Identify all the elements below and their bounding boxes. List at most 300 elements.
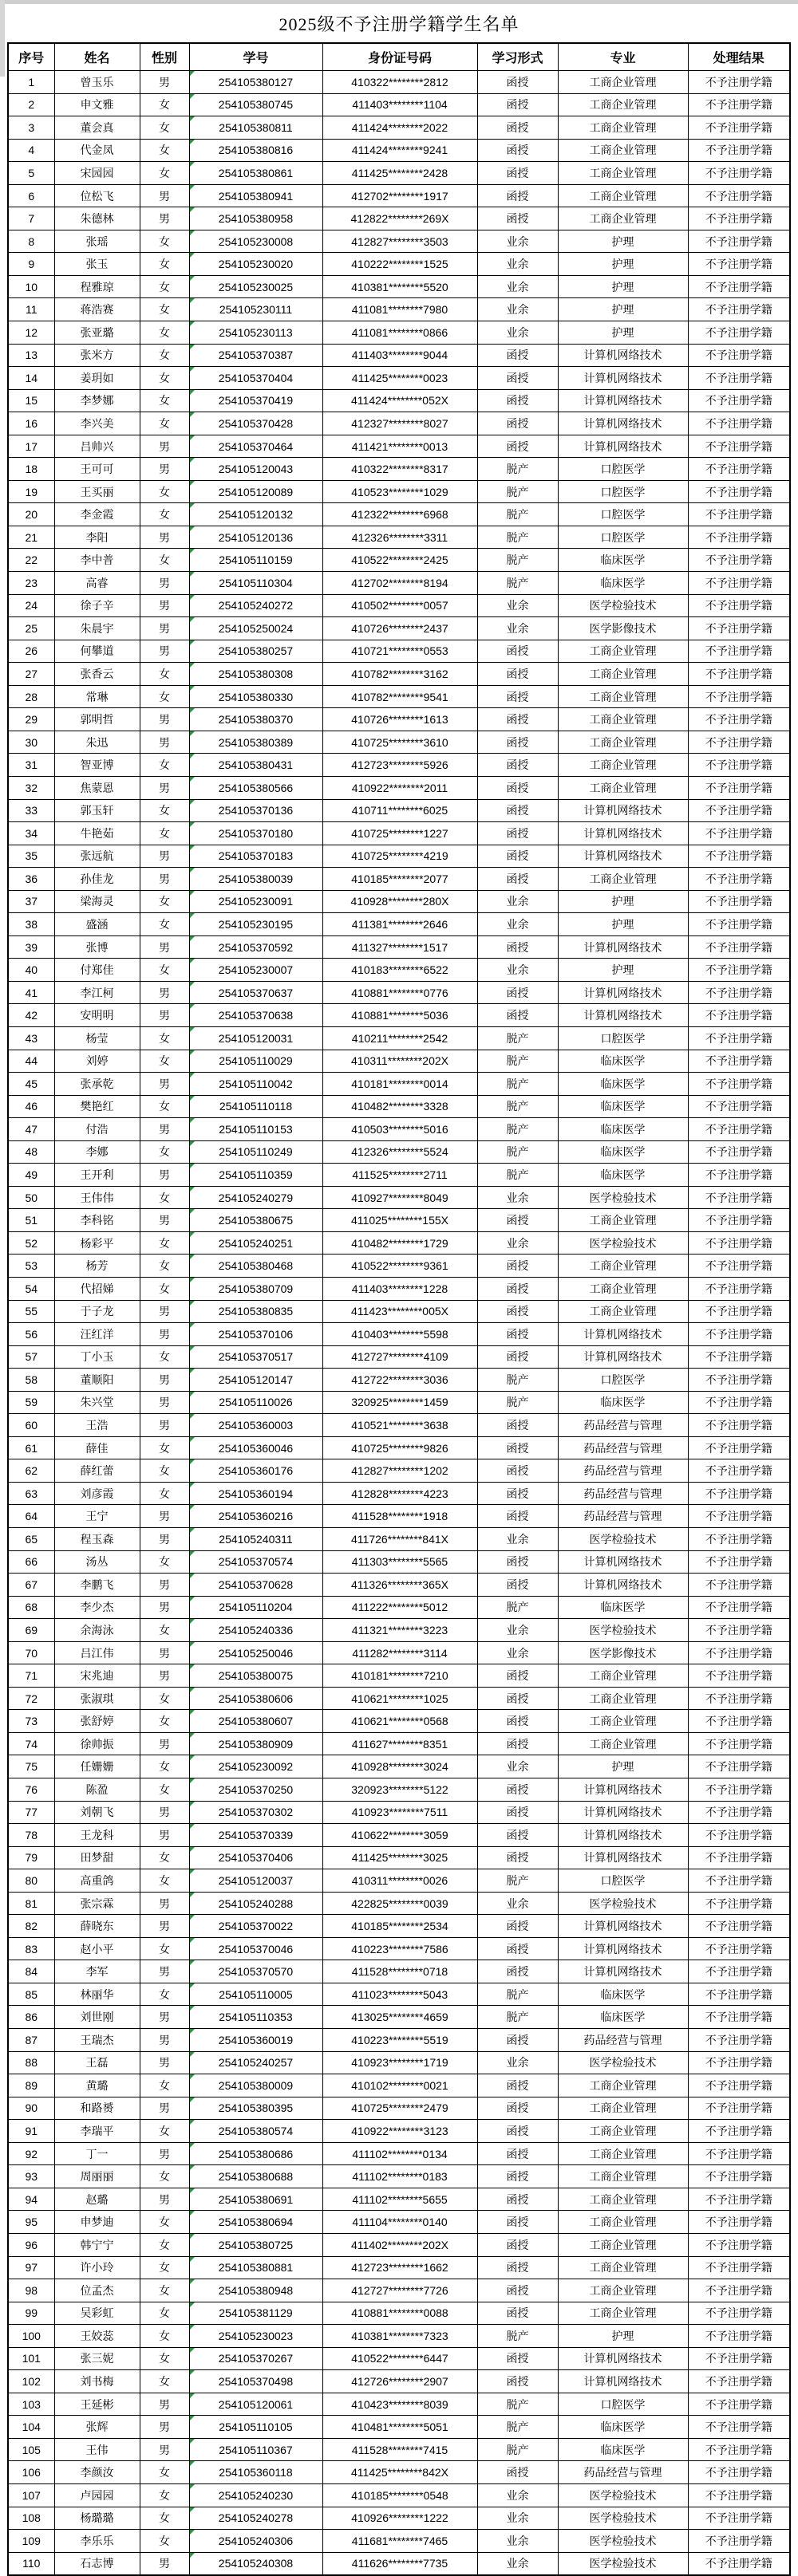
cell-student-id: 254105380686	[189, 2142, 322, 2165]
cell-study-form: 脱产	[477, 1369, 558, 1392]
cell-name: 董顺阳	[54, 1369, 140, 1392]
table-row	[8, 776, 790, 799]
cell-major: 计算机网络技术	[558, 1550, 688, 1574]
cell-result: 不予注册学籍	[688, 1892, 790, 1915]
cell-result: 不予注册学籍	[688, 2165, 790, 2188]
cell-name: 张淑琪	[54, 1687, 140, 1710]
cell-name: 王伟	[54, 2438, 140, 2461]
cell-student-id: 254105380835	[189, 1300, 322, 1323]
cell-student-id: 254105240278	[189, 2507, 322, 2530]
cell-student-id: 254105230113	[189, 321, 322, 345]
cell-major: 计算机网络技术	[558, 389, 688, 412]
cell-name: 梁海灵	[54, 890, 140, 913]
cell-result: 不予注册学籍	[688, 1505, 790, 1528]
cell-major: 医学检验技术	[558, 1186, 688, 1209]
cell-major: 工商企业管理	[558, 1664, 688, 1688]
cell-result: 不予注册学籍	[688, 754, 790, 777]
cell-name: 付浩	[54, 1118, 140, 1141]
cell-major: 工商企业管理	[558, 71, 688, 94]
green-triangle-marker	[190, 2393, 195, 2398]
cell-id-number: 411528********0718	[322, 1960, 477, 1983]
table-row	[8, 1550, 790, 1574]
cell-student-id: 254105370106	[189, 1323, 322, 1346]
cell-student-id: 254105230023	[189, 2325, 322, 2348]
cell-index: 71	[8, 1664, 54, 1688]
table-row	[8, 845, 790, 868]
green-triangle-marker	[190, 2120, 195, 2125]
cell-gender: 女	[140, 2279, 189, 2302]
cell-study-form: 函授	[477, 822, 558, 845]
cell-name: 张博	[54, 935, 140, 959]
cell-major: 医学检验技术	[558, 2552, 688, 2575]
cell-name: 朱晨宇	[54, 617, 140, 640]
cell-id-number: 411421********0013	[322, 435, 477, 458]
cell-id-number: 412723********1662	[322, 2256, 477, 2279]
green-triangle-marker	[190, 2416, 195, 2420]
cell-major: 工商企业管理	[558, 2142, 688, 2165]
green-triangle-marker	[190, 2461, 195, 2466]
table-row	[8, 594, 790, 617]
cell-student-id: 254105370404	[189, 367, 322, 390]
cell-gender: 女	[140, 93, 189, 116]
cell-name: 李梦娜	[54, 389, 140, 412]
cell-index: 7	[8, 207, 54, 230]
table-row	[8, 1369, 790, 1392]
cell-id-number: 320925********1459	[322, 1391, 477, 1414]
cell-index: 90	[8, 2097, 54, 2120]
cell-gender: 男	[140, 1505, 189, 1528]
green-triangle-marker	[190, 390, 195, 395]
cell-study-form: 脱产	[477, 1026, 558, 1050]
cell-name: 盛涵	[54, 913, 140, 936]
cell-study-form: 业余	[477, 298, 558, 321]
cell-gender: 女	[140, 162, 189, 185]
cell-name: 刘朝飞	[54, 1801, 140, 1824]
cell-id-number: 412726********2907	[322, 2370, 477, 2393]
cell-study-form: 函授	[477, 412, 558, 435]
cell-student-id: 254105240257	[189, 2051, 322, 2074]
cell-result: 不予注册学籍	[688, 913, 790, 936]
cell-id-number: 410185********0548	[322, 2483, 477, 2507]
cell-student-id: 254105360176	[189, 1459, 322, 1483]
cell-id-number: 410482********3328	[322, 1095, 477, 1118]
green-triangle-marker	[190, 1847, 195, 1852]
cell-name: 林丽华	[54, 1983, 140, 2006]
cell-student-id: 254105380881	[189, 2256, 322, 2279]
cell-id-number: 412702********1917	[322, 184, 477, 207]
cell-result: 不予注册学籍	[688, 1095, 790, 1118]
green-triangle-marker	[190, 1459, 195, 1464]
cell-study-form: 函授	[477, 435, 558, 458]
green-triangle-marker	[190, 1346, 195, 1351]
cell-study-form: 脱产	[477, 2438, 558, 2461]
cell-id-number: 411023********5043	[322, 1983, 477, 2006]
cell-name: 汤丛	[54, 1550, 140, 1574]
cell-result: 不予注册学籍	[688, 1801, 790, 1824]
cell-result: 不予注册学籍	[688, 2530, 790, 2553]
col-header-name: 姓名	[54, 43, 140, 71]
cell-student-id: 254105230025	[189, 275, 322, 298]
green-triangle-marker	[190, 1437, 195, 1442]
cell-name: 高重鸽	[54, 1869, 140, 1893]
cell-id-number: 410928********280X	[322, 890, 477, 913]
cell-name: 孙佳龙	[54, 868, 140, 891]
table-row	[8, 2211, 790, 2234]
cell-id-number: 410311********0026	[322, 1869, 477, 1893]
green-triangle-marker	[190, 2325, 195, 2330]
table-row	[8, 2552, 790, 2575]
table-row	[8, 1231, 790, 1255]
cell-gender: 男	[140, 868, 189, 891]
cell-id-number: 410102********0021	[322, 2074, 477, 2097]
cell-major: 工商企业管理	[558, 1687, 688, 1710]
cell-index: 83	[8, 1937, 54, 1960]
table-row	[8, 2074, 790, 2097]
cell-study-form: 函授	[477, 207, 558, 230]
cell-study-form: 脱产	[477, 458, 558, 481]
cell-result: 不予注册学籍	[688, 321, 790, 345]
cell-result: 不予注册学籍	[688, 2438, 790, 2461]
cell-student-id: 254105380675	[189, 1209, 322, 1232]
cell-id-number: 412727********7726	[322, 2279, 477, 2302]
cell-study-form: 函授	[477, 640, 558, 663]
green-triangle-marker	[190, 1915, 195, 1920]
green-triangle-marker	[190, 1824, 195, 1829]
cell-name: 张瑶	[54, 230, 140, 253]
cell-student-id: 254105370428	[189, 412, 322, 435]
green-triangle-marker	[190, 1597, 195, 1601]
green-triangle-marker	[190, 71, 195, 76]
cell-id-number: 411403********9044	[322, 344, 477, 367]
green-triangle-marker	[190, 1414, 195, 1419]
cell-id-number: 411424********9241	[322, 139, 477, 162]
cell-study-form: 函授	[477, 93, 558, 116]
table-row	[8, 412, 790, 435]
cell-result: 不予注册学籍	[688, 1186, 790, 1209]
cell-id-number: 410725********1227	[322, 822, 477, 845]
cell-student-id: 254105120061	[189, 2393, 322, 2416]
table-row	[8, 2347, 790, 2370]
cell-study-form: 函授	[477, 1323, 558, 1346]
cell-index: 55	[8, 1300, 54, 1323]
cell-id-number: 410726********1613	[322, 708, 477, 731]
cell-result: 不予注册学籍	[688, 1414, 790, 1437]
green-triangle-marker	[190, 345, 195, 349]
cell-result: 不予注册学籍	[688, 663, 790, 686]
cell-study-form: 函授	[477, 2029, 558, 2052]
table-row	[8, 93, 790, 116]
green-triangle-marker	[190, 663, 195, 668]
cell-study-form: 函授	[477, 116, 558, 140]
cell-result: 不予注册学籍	[688, 162, 790, 185]
table-row	[8, 2507, 790, 2530]
green-triangle-marker	[190, 2530, 195, 2535]
table-row	[8, 981, 790, 1004]
cell-name: 刘世刚	[54, 2006, 140, 2029]
green-triangle-marker	[190, 2211, 195, 2216]
cell-student-id: 254105110204	[189, 1596, 322, 1619]
cell-major: 计算机网络技术	[558, 344, 688, 367]
green-triangle-marker	[190, 1278, 195, 1282]
cell-result: 不予注册学籍	[688, 1140, 790, 1164]
cell-study-form: 函授	[477, 2097, 558, 2120]
table-row	[8, 935, 790, 959]
cell-name: 石志博	[54, 2552, 140, 2575]
cell-name: 赵璐	[54, 2188, 140, 2211]
table-row	[8, 480, 790, 503]
cell-study-form: 业余	[477, 230, 558, 253]
cell-name: 王龙科	[54, 1824, 140, 1847]
cell-index: 103	[8, 2393, 54, 2416]
cell-gender: 男	[140, 1892, 189, 1915]
cell-student-id: 254105370183	[189, 845, 322, 868]
table-row	[8, 1846, 790, 1869]
cell-id-number: 410926********1222	[322, 2507, 477, 2530]
page-side-strip	[0, 0, 5, 77]
cell-major: 计算机网络技术	[558, 935, 688, 959]
cell-result: 不予注册学籍	[688, 93, 790, 116]
cell-gender: 女	[140, 1095, 189, 1118]
cell-major: 计算机网络技术	[558, 1824, 688, 1847]
green-triangle-marker	[190, 845, 195, 850]
cell-id-number: 411081********0866	[322, 321, 477, 345]
cell-index: 76	[8, 1778, 54, 1802]
green-triangle-marker	[190, 822, 195, 827]
cell-name: 赵小平	[54, 1937, 140, 1960]
cell-id-number: 410725********2479	[322, 2097, 477, 2120]
cell-result: 不予注册学籍	[688, 845, 790, 868]
cell-major: 医学影像技术	[558, 1641, 688, 1664]
cell-student-id: 254105360216	[189, 1505, 322, 1528]
cell-index: 10	[8, 275, 54, 298]
green-triangle-marker	[190, 1802, 195, 1806]
cell-major: 工商企业管理	[558, 776, 688, 799]
cell-study-form: 函授	[477, 2370, 558, 2393]
cell-name: 智亚博	[54, 754, 140, 777]
cell-id-number: 410711********6025	[322, 799, 477, 822]
cell-index: 102	[8, 2370, 54, 2393]
cell-study-form: 函授	[477, 184, 558, 207]
cell-id-number: 412702********8194	[322, 572, 477, 595]
cell-id-number: 410923********7511	[322, 1801, 477, 1824]
cell-major: 护理	[558, 275, 688, 298]
cell-major: 临床医学	[558, 1596, 688, 1619]
green-triangle-marker	[190, 526, 195, 531]
cell-id-number: 410881********5036	[322, 1004, 477, 1027]
cell-study-form: 函授	[477, 1664, 558, 1688]
cell-result: 不予注册学籍	[688, 2051, 790, 2074]
cell-index: 67	[8, 1574, 54, 1597]
cell-study-form: 业余	[477, 321, 558, 345]
cell-index: 25	[8, 617, 54, 640]
cell-student-id: 254105240336	[189, 1619, 322, 1642]
cell-study-form: 脱产	[477, 526, 558, 549]
green-triangle-marker	[190, 1619, 195, 1624]
cell-id-number: 411102********0183	[322, 2165, 477, 2188]
table-row	[8, 1574, 790, 1597]
cell-name: 田梦甜	[54, 1846, 140, 1869]
cell-index: 53	[8, 1255, 54, 1278]
cell-id-number: 411327********1517	[322, 935, 477, 959]
cell-student-id: 254105370046	[189, 1937, 322, 1960]
green-triangle-marker	[190, 1004, 195, 1009]
cell-name: 薛红蕾	[54, 1459, 140, 1483]
cell-index: 1	[8, 71, 54, 94]
cell-major: 医学检验技术	[558, 1231, 688, 1255]
table-row	[8, 2416, 790, 2439]
cell-index: 34	[8, 822, 54, 845]
cell-id-number: 411626********7735	[322, 2552, 477, 2575]
cell-id-number: 411425********0023	[322, 367, 477, 390]
cell-result: 不予注册学籍	[688, 2393, 790, 2416]
cell-study-form: 函授	[477, 1436, 558, 1459]
cell-id-number: 410222********1525	[322, 253, 477, 276]
cell-gender: 男	[140, 2393, 189, 2416]
cell-result: 不予注册学籍	[688, 1004, 790, 1027]
green-triangle-marker	[190, 1232, 195, 1237]
cell-result: 不予注册学籍	[688, 617, 790, 640]
cell-study-form: 业余	[477, 913, 558, 936]
cell-gender: 男	[140, 1414, 189, 1437]
cell-index: 40	[8, 959, 54, 982]
cell-result: 不予注册学籍	[688, 1846, 790, 1869]
cell-id-number: 410322********8317	[322, 458, 477, 481]
cell-major: 口腔医学	[558, 1026, 688, 1050]
cell-student-id: 254105360046	[189, 1436, 322, 1459]
cell-gender: 女	[140, 2347, 189, 2370]
cell-major: 医学检验技术	[558, 1528, 688, 1551]
cell-name: 吕帅兴	[54, 435, 140, 458]
cell-major: 口腔医学	[558, 526, 688, 549]
cell-result: 不予注册学籍	[688, 2256, 790, 2279]
cell-index: 18	[8, 458, 54, 481]
cell-index: 41	[8, 981, 54, 1004]
cell-id-number: 410782********9541	[322, 685, 477, 708]
cell-id-number: 411627********8351	[322, 1732, 477, 1755]
cell-result: 不予注册学籍	[688, 207, 790, 230]
cell-gender: 男	[140, 435, 189, 458]
table-row	[8, 2188, 790, 2211]
cell-id-number: 412722********3036	[322, 1369, 477, 1392]
cell-study-form: 业余	[477, 2507, 558, 2530]
cell-study-form: 函授	[477, 1732, 558, 1755]
cell-id-number: 412727********4109	[322, 1345, 477, 1369]
cell-index: 87	[8, 2029, 54, 2052]
table-row	[8, 2097, 790, 2120]
green-triangle-marker	[190, 1187, 195, 1191]
cell-name: 刘婷	[54, 1050, 140, 1073]
cell-major: 计算机网络技术	[558, 1915, 688, 1938]
cell-study-form: 函授	[477, 1345, 558, 1369]
header-row	[8, 43, 790, 71]
cell-index: 38	[8, 913, 54, 936]
cell-index: 72	[8, 1687, 54, 1710]
cell-result: 不予注册学籍	[688, 139, 790, 162]
cell-name: 牛艳茹	[54, 822, 140, 845]
cell-major: 计算机网络技术	[558, 1801, 688, 1824]
cell-major: 口腔医学	[558, 2393, 688, 2416]
green-triangle-marker	[190, 2234, 195, 2239]
cell-index: 12	[8, 321, 54, 345]
cell-student-id: 254105380694	[189, 2211, 322, 2234]
cell-major: 药品经营与管理	[558, 2029, 688, 2052]
green-triangle-marker	[190, 2439, 195, 2444]
cell-index: 44	[8, 1050, 54, 1073]
cell-major: 药品经营与管理	[558, 2461, 688, 2484]
green-triangle-marker	[190, 640, 195, 645]
cell-study-form: 函授	[477, 2347, 558, 2370]
cell-gender: 男	[140, 1391, 189, 1414]
cell-major: 工商企业管理	[558, 1710, 688, 1733]
cell-gender: 男	[140, 526, 189, 549]
cell-result: 不予注册学籍	[688, 2074, 790, 2097]
cell-gender: 男	[140, 1960, 189, 1983]
cell-student-id: 254105120043	[189, 458, 322, 481]
green-triangle-marker	[190, 298, 195, 303]
green-triangle-marker	[190, 1778, 195, 1783]
cell-index: 64	[8, 1505, 54, 1528]
green-triangle-marker	[190, 2097, 195, 2102]
cell-gender: 女	[140, 1869, 189, 1893]
cell-student-id: 254105110026	[189, 1391, 322, 1414]
table-row	[8, 435, 790, 458]
cell-student-id: 254105370180	[189, 822, 322, 845]
cell-name: 常琳	[54, 685, 140, 708]
cell-index: 88	[8, 2051, 54, 2074]
cell-student-id: 254105360118	[189, 2461, 322, 2484]
cell-major: 口腔医学	[558, 458, 688, 481]
cell-id-number: 410181********7210	[322, 1664, 477, 1688]
table-row	[8, 526, 790, 549]
cell-name: 王延彬	[54, 2393, 140, 2416]
cell-gender: 女	[140, 1710, 189, 1733]
cell-gender: 女	[140, 344, 189, 367]
cell-gender: 男	[140, 2188, 189, 2211]
cell-gender: 女	[140, 1459, 189, 1483]
table-row	[8, 2256, 790, 2279]
cell-result: 不予注册学籍	[688, 230, 790, 253]
cell-student-id: 254105380075	[189, 1664, 322, 1688]
green-triangle-marker	[190, 1323, 195, 1328]
cell-major: 工商企业管理	[558, 685, 688, 708]
green-triangle-marker	[190, 367, 195, 372]
cell-result: 不予注册学籍	[688, 822, 790, 845]
cell-student-id: 254105370267	[189, 2347, 322, 2370]
cell-major: 计算机网络技术	[558, 1960, 688, 1983]
cell-result: 不予注册学籍	[688, 71, 790, 94]
cell-major: 计算机网络技术	[558, 1323, 688, 1346]
cell-major: 工商企业管理	[558, 2256, 688, 2279]
cell-major: 工商企业管理	[558, 2074, 688, 2097]
cell-id-number: 410223********7586	[322, 1937, 477, 1960]
table-row	[8, 1300, 790, 1323]
cell-id-number: 411222********5012	[322, 1596, 477, 1619]
cell-student-id: 254105370592	[189, 935, 322, 959]
cell-id-number: 410181********0014	[322, 1073, 477, 1096]
cell-study-form: 函授	[477, 2256, 558, 2279]
green-triangle-marker	[190, 1096, 195, 1101]
cell-student-id: 254105240279	[189, 1186, 322, 1209]
cell-name: 刘彦霞	[54, 1482, 140, 1505]
cell-result: 不予注册学籍	[688, 389, 790, 412]
cell-study-form: 函授	[477, 1209, 558, 1232]
cell-study-form: 脱产	[477, 2393, 558, 2416]
cell-index: 47	[8, 1118, 54, 1141]
cell-name: 朱德林	[54, 207, 140, 230]
green-triangle-marker	[190, 617, 195, 622]
table-row	[8, 2370, 790, 2393]
cell-major: 护理	[558, 1755, 688, 1778]
